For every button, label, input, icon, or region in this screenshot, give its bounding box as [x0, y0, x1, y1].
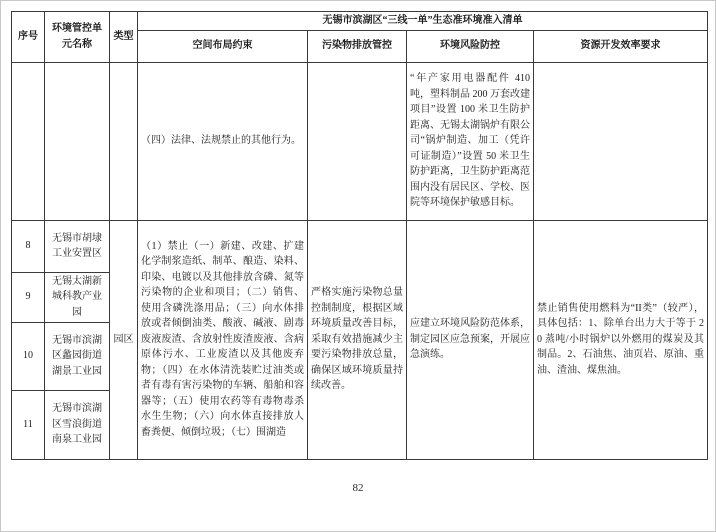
col-header-spatial: 空间布局约束: [138, 30, 308, 62]
table-title: 无锡市滨湖区“三线一单”生态准环境准入清单: [138, 12, 708, 31]
table-row-8: [12, 220, 708, 272]
cell-risk-group: 应建立环境风险防范体系，制定园区应急预案，开展应急演练。: [407, 220, 534, 459]
cell-type-empty: [110, 62, 138, 220]
cell-name-9: 无锡太湖新城科教产业园: [45, 272, 110, 322]
col-header-risk: 环境风险防控: [407, 30, 534, 62]
col-header-unit-name: 环境管控单元名称: [45, 12, 110, 63]
page-number: 82: [352, 482, 364, 494]
header-row-title: [12, 12, 708, 31]
continuation-row: [12, 62, 708, 220]
cell-spatial-continuation: （四）法律、法规禁止的其他行为。: [138, 62, 308, 220]
cell-name-10: 无锡市滨湖区蠡园街道湖景工业园: [45, 322, 110, 390]
cell-index-empty: [12, 62, 45, 220]
cell-name-11: 无锡市滨湖区雪浪街道南泉工业园: [45, 390, 110, 459]
cell-spatial-group: （1）禁止（一）新建、改建、扩建化学制浆造纸、制革、酿造、染料、印染、电镀以及其他排放含磷、氮等污染物的企业和项目；（二）销售、使用含磷洗涤用品；（三）向水体排放或者倾倒油类、酸液、碱液、剧毒废液废渣、含放射性废渣废液、含病原体污水、工业废渣以及其他废弃物；（四）在水体清洗装贮过油类或者有毒有害污染物的车辆、船舶和容器等；（五）使用农药等有毒物毒杀水生生物；（六）向水体直接排放人畜粪便、倾倒垃圾；（七）围湖造: [138, 220, 308, 459]
cell-risk-continuation: “年产家用电器配件 410 吨，塑料制品 200 万套改建项目”设置 100 米卫生防护距离、无锡太湖锅炉有限公司“锅炉制造、加工（凭许可证制造）”设置 50 米卫生防护距离，卫生防护距离范围内没有居民区、学校、医院等环境保护敏感目标。: [407, 62, 534, 220]
cell-name-empty: [45, 62, 110, 220]
cell-resource-group: 禁止销售使用燃料为“II类”（较严），具体包括：1、除单台出力大于等于 20 蒸吨/小时锅炉以外燃用的煤炭及其制品。2、石油焦、油页岩、原油、重油、渣油、煤焦油。: [534, 220, 708, 459]
cell-pollution-group: 严格实施污染物总量控制制度，根据区域环境质量改善目标，采取有效措施减少主要污染物排放总量，确保区域环境质量持续改善。: [308, 220, 407, 459]
cell-index-10: 10: [12, 322, 45, 390]
col-header-index: 序号: [12, 12, 45, 63]
cell-type-group: 园区: [110, 220, 138, 459]
cell-index-8: 8: [12, 220, 45, 272]
cell-index-9: 9: [12, 272, 45, 322]
col-header-pollution: 污染物排放管控: [308, 30, 407, 62]
cell-pollution-empty: [308, 62, 407, 220]
access-list-table: [11, 11, 708, 460]
cell-name-8: 无锡市胡埭工业安置区: [45, 220, 110, 272]
col-header-resource: 资源开发效率要求: [534, 30, 708, 62]
cell-resource-empty: [534, 62, 708, 220]
cell-index-11: 11: [12, 390, 45, 459]
col-header-type: 类型: [110, 12, 138, 63]
